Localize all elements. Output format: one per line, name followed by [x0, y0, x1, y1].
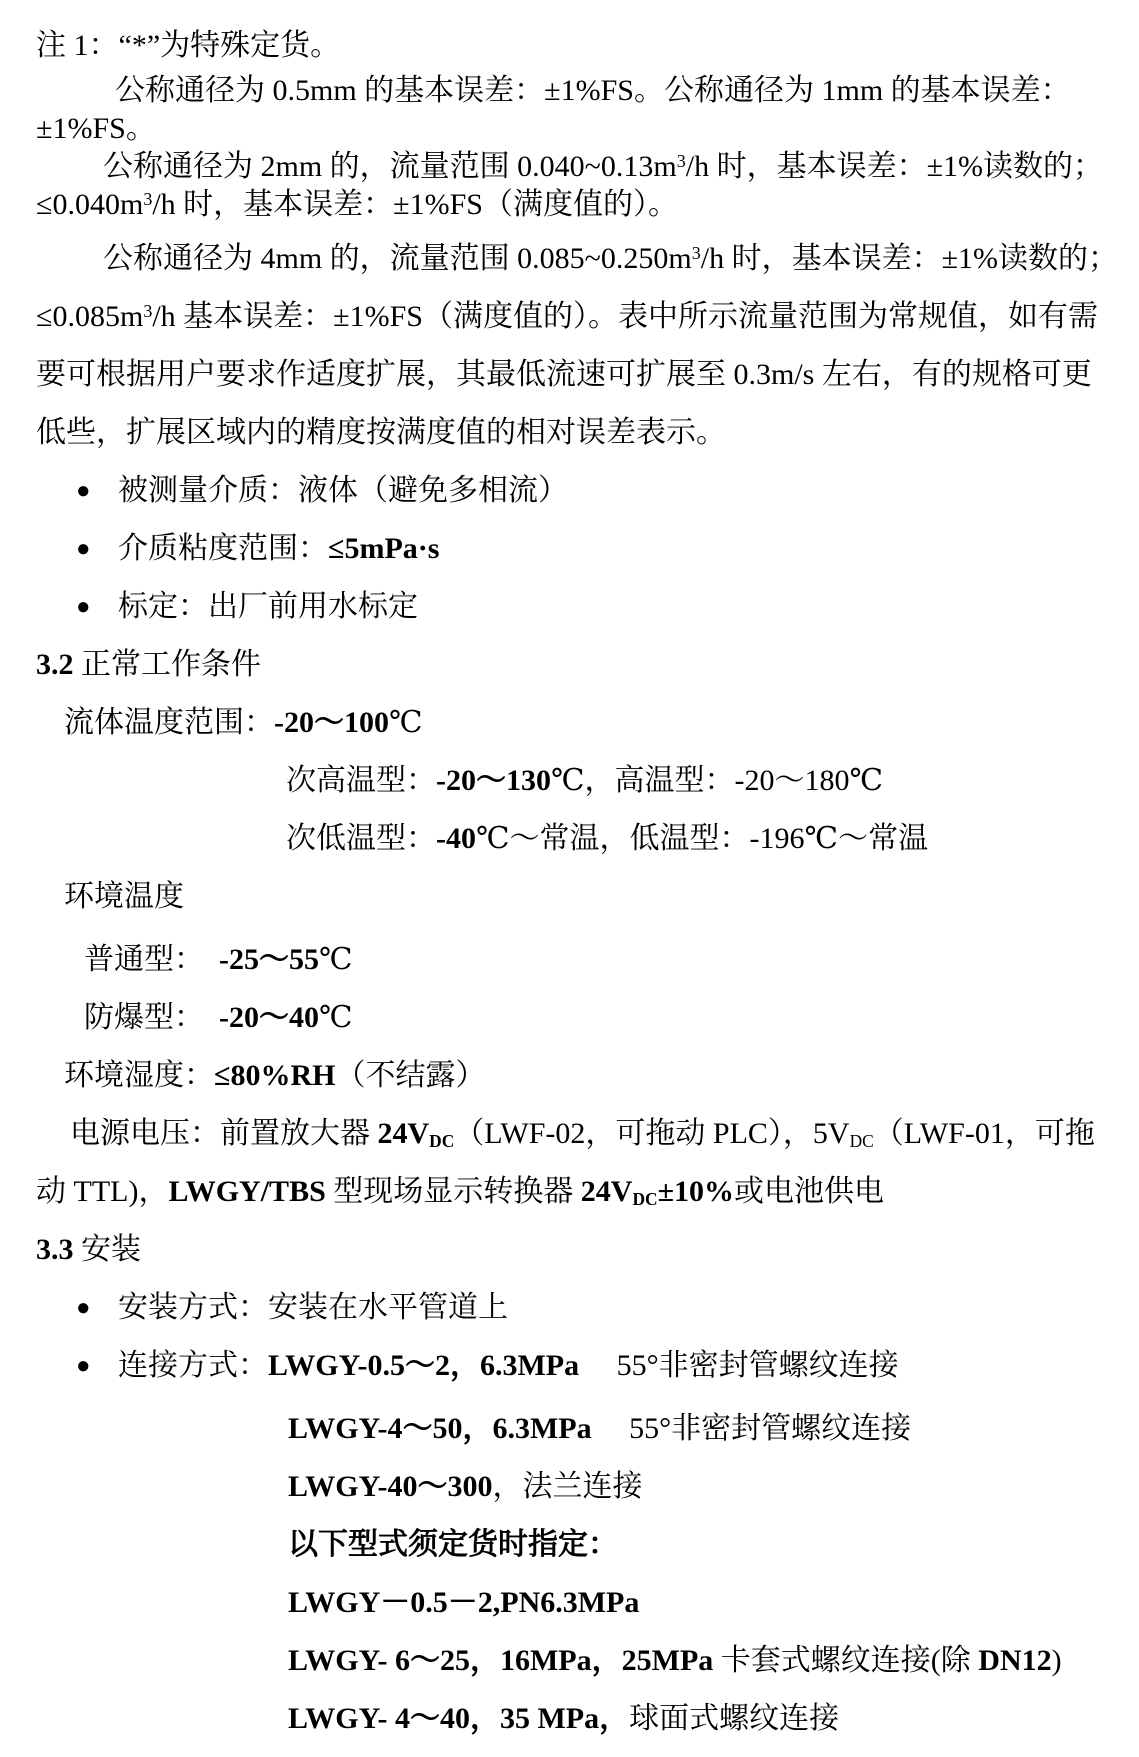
- text-line: [0, 230, 1139, 288]
- text-run: ≤0.040m: [36, 188, 144, 221]
- text-run: /h 时，基本误差：±1%读数的；: [700, 242, 1119, 275]
- bullet-item: [0, 578, 1139, 636]
- text-run: 球面式螺纹连接: [629, 1702, 840, 1735]
- text-line: [0, 1163, 1139, 1221]
- text-line: [0, 346, 1139, 404]
- text-run: ): [1051, 1644, 1062, 1677]
- text-run: 次高温型：: [286, 764, 436, 797]
- text-run: -25～55: [219, 943, 319, 976]
- text-run: 安装: [73, 1233, 141, 1266]
- text-line: [0, 636, 1139, 694]
- text-run: -20～40: [219, 1001, 319, 1034]
- text-run: 公称通径为 0.5mm 的基本误差：±1%FS。公称通径为 1mm 的基本误差：: [115, 74, 1071, 107]
- text-run: 3.2: [36, 648, 74, 681]
- text-run: 3: [143, 301, 153, 322]
- text-run: LWGY－0.5－2,PN6.3MPa: [288, 1586, 640, 1619]
- text-run: 55°非密封管螺纹连接: [579, 1349, 899, 1382]
- text-line: [0, 1516, 1139, 1574]
- text-line: [0, 404, 1139, 462]
- text-line: [0, 752, 1139, 810]
- text-line: [0, 868, 1139, 926]
- text-run: 卡套式螺纹连接(除: [720, 1644, 979, 1677]
- text-run: 电源电压：前置放大器: [70, 1117, 378, 1150]
- text-run: DN12: [978, 1644, 1052, 1677]
- text-run: 24V: [377, 1117, 430, 1150]
- text-line: [0, 1690, 1139, 1748]
- text-run: LWGY-40～300: [288, 1470, 493, 1503]
- text-run: 介质粘度范围：: [118, 532, 328, 565]
- text-run: 公称通径为 4mm 的，流量范围 0.085~0.250m: [103, 242, 692, 275]
- text-run: 低些，扩展区域内的精度按满度值的相对误差表示。: [36, 416, 726, 449]
- text-run: -20～100: [274, 706, 389, 739]
- text-line: [0, 72, 1139, 110]
- text-run: 3: [691, 243, 701, 264]
- text-run: 标定：出厂前用水标定: [118, 590, 418, 623]
- text-line: [0, 186, 1139, 224]
- text-line: [0, 1105, 1139, 1163]
- text-line: [0, 24, 1139, 68]
- text-line: [0, 110, 1139, 148]
- text-run: 防爆型：: [84, 1001, 219, 1034]
- text-run: 注 1：“*”为特殊定货。: [36, 29, 341, 62]
- text-run: LWGY-0.5～2，6.3MPa: [268, 1349, 580, 1382]
- text-run: 动 TTL)，: [36, 1175, 169, 1208]
- text-run: 公称通径为 2mm 的，流量范围 0.040~0.13m: [103, 150, 677, 183]
- text-run: LWGY/TBS: [168, 1175, 326, 1208]
- text-run: ℃～常温，低温型：-196℃～常温: [476, 822, 929, 855]
- text-run: DC: [849, 1130, 874, 1151]
- bullet-item: [0, 1279, 1139, 1337]
- text-line: [0, 1047, 1139, 1105]
- text-run: 被测量介质：液体（避免多相流）: [118, 474, 568, 507]
- text-run: /h 时，基本误差：±1%FS（满度值的）。: [152, 188, 678, 221]
- text-run: ≤0.085m: [36, 300, 144, 333]
- text-line: [0, 931, 1139, 989]
- text-line: [0, 148, 1139, 186]
- text-line: [0, 288, 1139, 346]
- text-run: ℃: [389, 706, 423, 739]
- text-run: 3: [676, 151, 686, 172]
- text-line: [0, 694, 1139, 752]
- text-run: -40: [436, 822, 476, 855]
- text-run: 3: [143, 189, 153, 210]
- text-run: 普通型：: [84, 943, 219, 976]
- text-run: ℃，高温型：-20～180℃: [551, 764, 884, 797]
- text-run: DC: [632, 1188, 658, 1209]
- text-line: [0, 810, 1139, 868]
- text-run: （不结露）: [335, 1059, 486, 1092]
- bullet-item: [0, 520, 1139, 578]
- text-run: 以下型式须定货时指定：: [288, 1528, 618, 1561]
- text-run: （LWF-02，可拖动 PLC），5V: [454, 1117, 850, 1150]
- text-run: 24V: [580, 1175, 633, 1208]
- text-run: LWGY- 4～40，35 MPa，: [288, 1702, 630, 1735]
- text-run: ，法兰连接: [492, 1470, 643, 1503]
- text-run: LWGY-4～50，6.3MPa: [288, 1412, 592, 1445]
- text-run: DC: [429, 1130, 455, 1151]
- text-line: [0, 1574, 1139, 1632]
- bullet-icon: ●: [76, 478, 91, 504]
- text-line: [0, 1632, 1139, 1690]
- text-run: （LWF-01，可拖: [873, 1117, 1095, 1150]
- text-run: 3.3: [36, 1233, 74, 1266]
- text-line: [0, 989, 1139, 1047]
- text-line: [0, 1458, 1139, 1516]
- text-run: /h 基本误差：±1%FS（满度值的）。表中所示流量范围为常规值，如有需: [152, 300, 1098, 333]
- text-run: 流体温度范围：: [64, 706, 274, 739]
- text-run: 型现场显示转换器: [325, 1175, 581, 1208]
- text-line: [0, 1221, 1139, 1279]
- text-run: ℃: [319, 1001, 353, 1034]
- text-run: 环境温度: [64, 880, 184, 913]
- text-run: ±1%FS。: [36, 112, 156, 145]
- text-run: -20～130: [436, 764, 551, 797]
- text-run: 连接方式：: [118, 1349, 268, 1382]
- bullet-item: [0, 1337, 1139, 1395]
- text-run: ±10%: [657, 1175, 735, 1208]
- text-run: LWGY- 6～25，16MPa，25MPa: [288, 1644, 721, 1677]
- bullet-icon: ●: [76, 536, 91, 562]
- text-run: 次低温型：: [286, 822, 436, 855]
- text-run: ≤5mPa·s: [328, 532, 440, 565]
- bullet-item: [0, 462, 1139, 520]
- bullet-icon: ●: [76, 594, 91, 620]
- text-run: 或电池供电: [734, 1175, 885, 1208]
- text-line: [0, 1400, 1139, 1458]
- text-run: 正常工作条件: [73, 648, 261, 681]
- text-run: 安装方式：安装在水平管道上: [118, 1291, 508, 1324]
- text-run: ≤80%RH: [214, 1059, 336, 1092]
- text-run: /h 时，基本误差：±1%读数的；: [685, 150, 1104, 183]
- bullet-icon: ●: [76, 1295, 91, 1321]
- text-run: ℃: [319, 943, 353, 976]
- text-run: 要可根据用户要求作适度扩展，其最低流速可扩展至 0.3m/s 左右，有的规格可更: [36, 358, 1092, 391]
- text-run: 环境湿度：: [64, 1059, 214, 1092]
- bullet-icon: ●: [76, 1353, 91, 1379]
- text-run: 55°非密封管螺纹连接: [591, 1412, 912, 1445]
